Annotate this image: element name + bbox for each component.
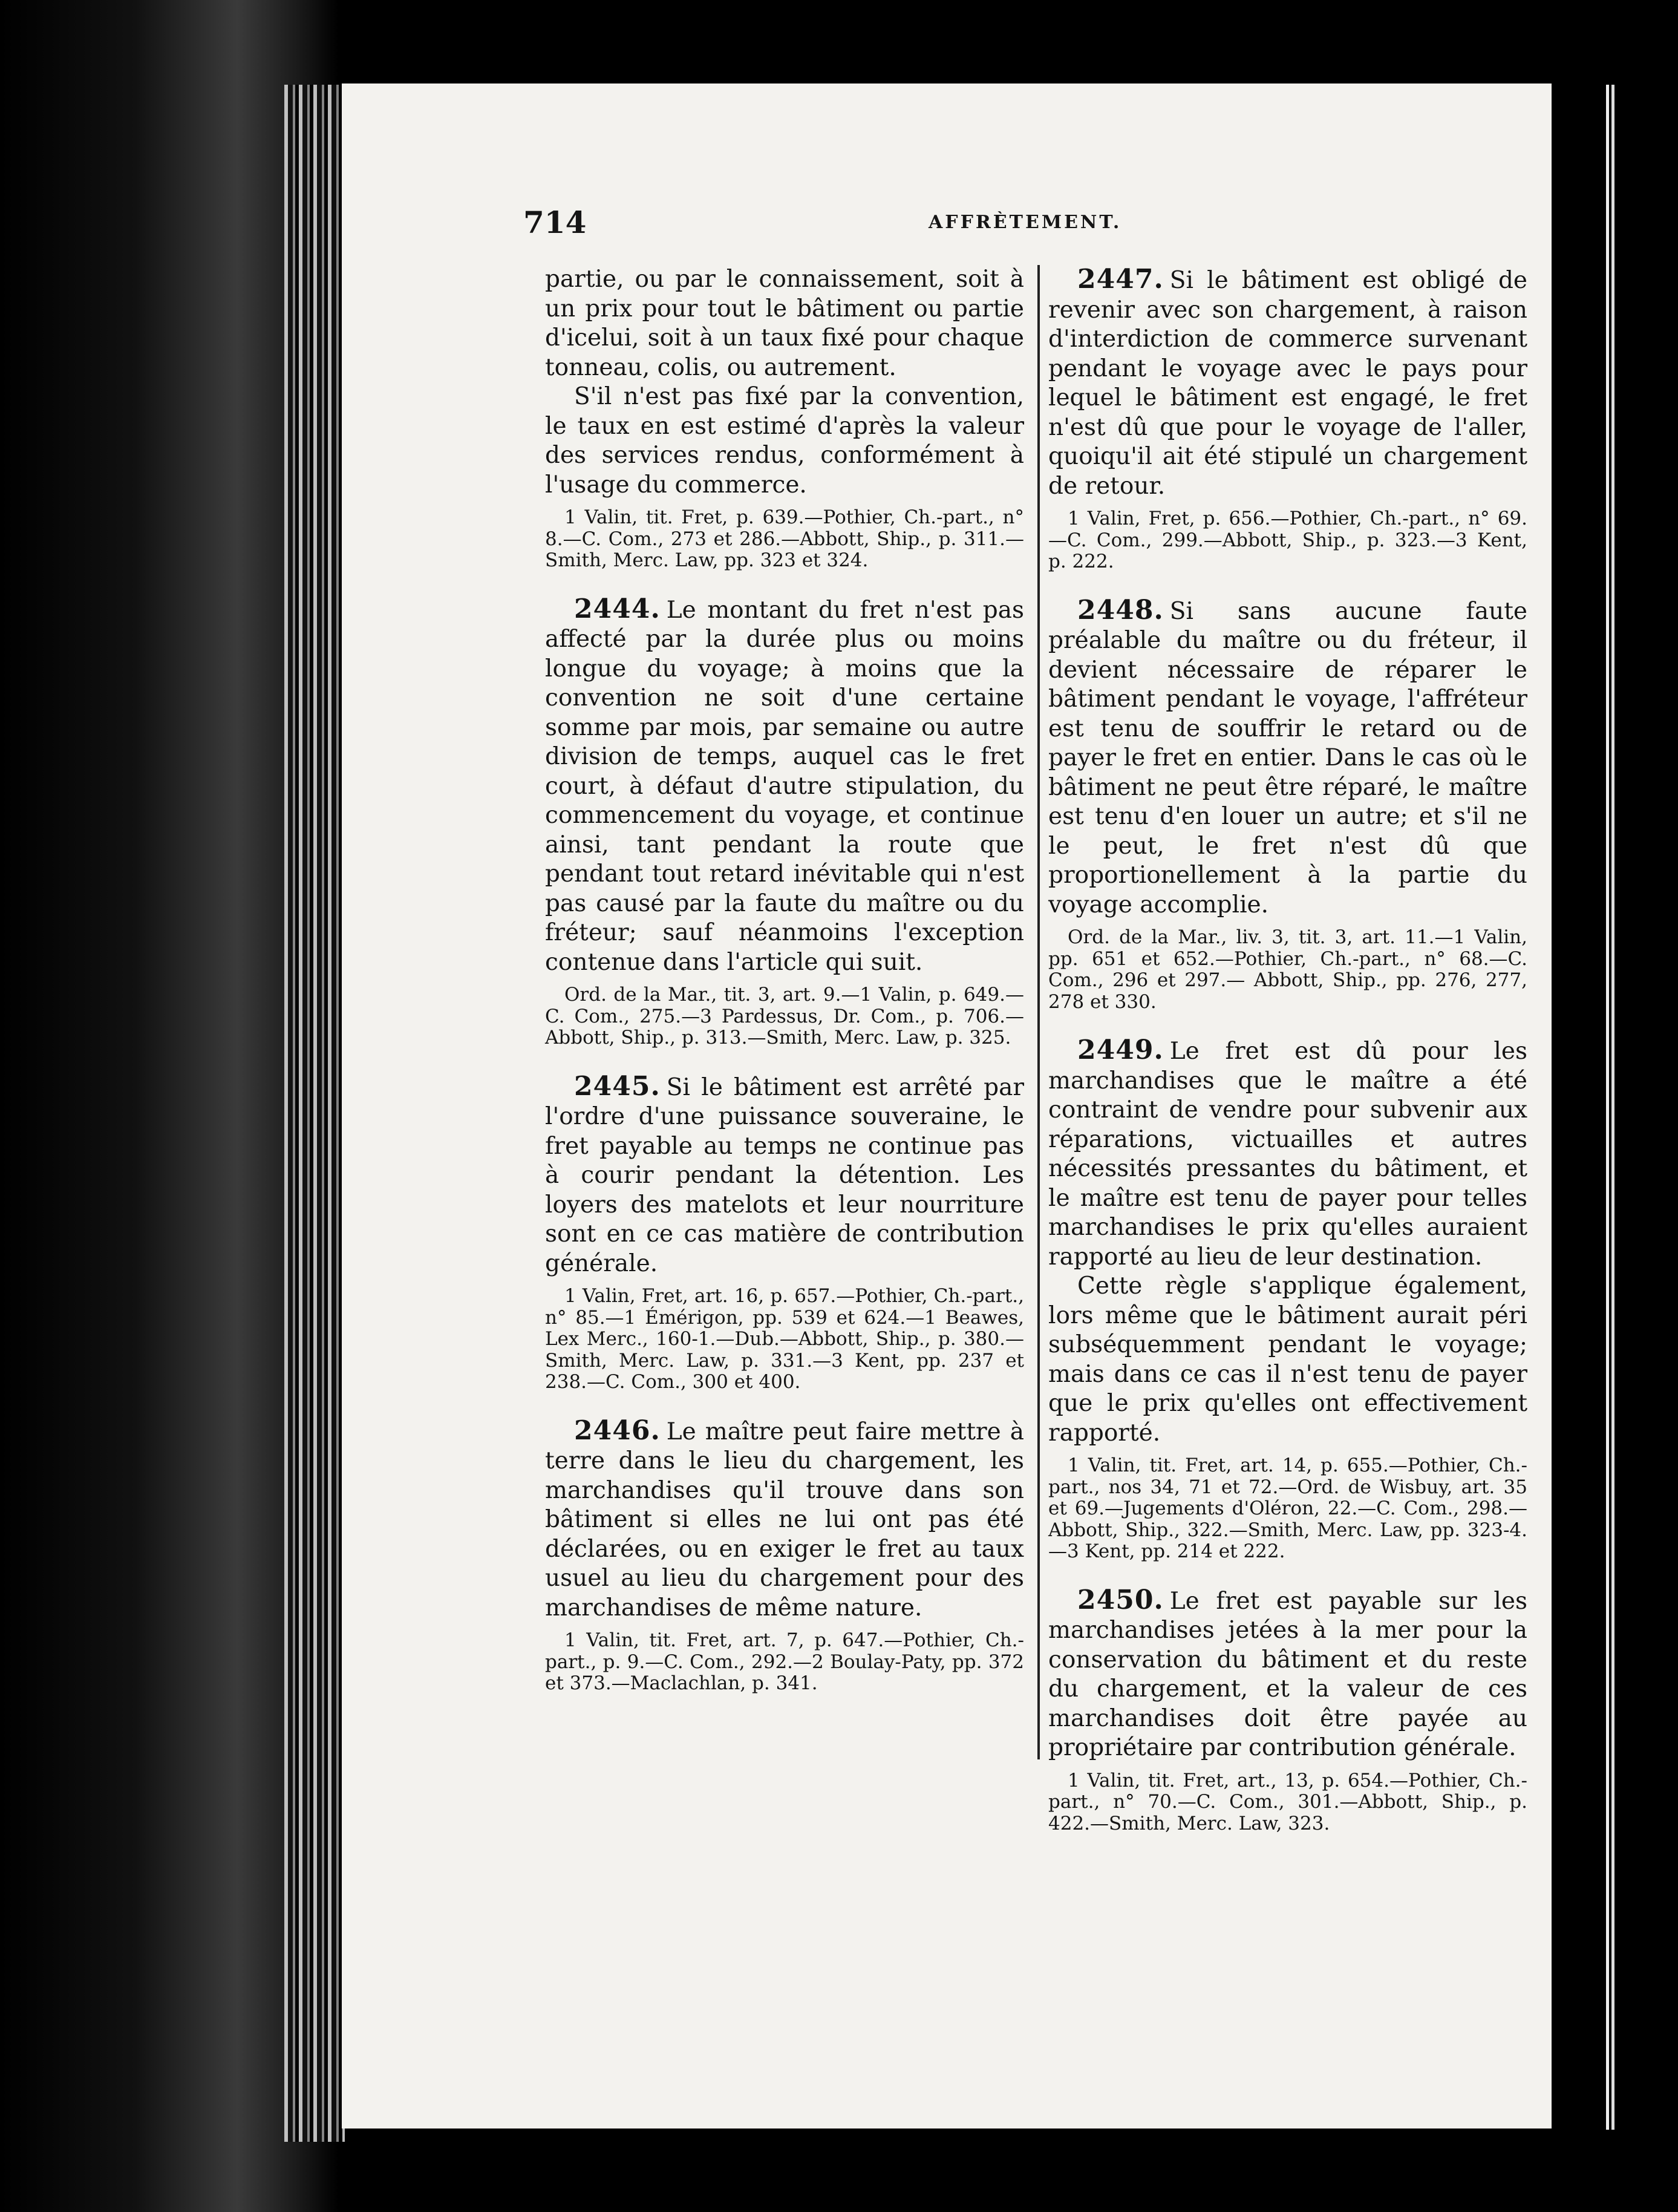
right-column <box>1048 265 1527 1857</box>
article-2449 <box>1048 1036 1527 1563</box>
book-page <box>342 83 1552 2129</box>
article-number: 2450. <box>1077 1584 1164 1615</box>
reference-note: Ord. de la Mar., tit. 3, art. 9.—1 Valin, p. 649.—C. Com., 275.—3 Pardessus, Dr. Com., p. 706.—Abbott, Ship., p. 313.—Smith, Merc. Law, p. 325. <box>545 984 1024 1049</box>
article-2445 <box>545 1072 1024 1393</box>
article-2447 <box>1048 265 1527 573</box>
article-number: 2446. <box>574 1415 661 1446</box>
article-text: Cette règle s'applique également, lors même que le bâtiment aurait péri subséquemment pendant le voyage; mais dans ce cas il n'est tenu de payer que le prix qu'elles ont effectivement rapporté. <box>1048 1272 1527 1447</box>
article-number: 2449. <box>1077 1035 1164 1065</box>
article-text <box>1048 265 1527 501</box>
page-number: 714 <box>523 205 587 240</box>
film-edge-marks <box>1606 85 1619 2130</box>
article-2448 <box>1048 596 1527 1013</box>
article-body: Si le bâtiment est arrêté par l'ordre d'une puissance souveraine, le fret payable au temps ne continue pas à courir pendant la détention. Les loyers des matelots et leur nourriture sont en ce cas matière de contribution générale. <box>545 1073 1024 1277</box>
article-body: Le montant du fret n'est pas affecté par la durée plus ou moins longue du voyage; à moins que la convention ne soit d'une certaine somme par mois, par semaine ou autre division de temps, auquel cas le fret court, à défaut d'autre stipulation, du commencement du voyage, et continue ainsi, tant pendant la route que pendant tout retard inévitable qui n'est pas causé par la faute du maître ou du fréteur; sauf néanmoins l'exception contenue dans l'article qui suit. <box>545 596 1024 976</box>
article-text <box>1048 596 1527 920</box>
intro-block <box>545 265 1024 572</box>
article-text <box>545 595 1024 978</box>
article-number: 2445. <box>574 1070 661 1102</box>
article-body: Si le bâtiment est obligé de revenir avec son chargement, à raison d'interdiction de commerce survenant pendant le voyage avec le pays pour lequel le bâtiment est engagé, le fret n'est dû que pour le voyage de l'aller, quoiqu'il ait été stipulé un chargement de retour. <box>1048 267 1527 500</box>
article-body: Le maître peut faire mettre à terre dans le lieu du chargement, les marchandises qu'il trouve dans son bâtiment si elles ne lui ont pas été déclarées, ou en exiger le fret au taux usuel au lieu du chargement pour des marchandises de même nature. <box>545 1418 1024 1621</box>
article-2446 <box>545 1416 1024 1695</box>
left-column <box>545 265 1024 1718</box>
reference-note: 1 Valin, tit. Fret, p. 639.—Pothier, Ch.-part., n° 8.—C. Com., 273 et 286.—Abbott, Ship., p. 311.—Smith, Merc. Law, pp. 323 et 324. <box>545 506 1024 571</box>
book-page-edges <box>284 85 345 2142</box>
article-text <box>1048 1586 1527 1763</box>
article-text <box>545 1072 1024 1279</box>
article-text <box>545 1416 1024 1623</box>
reference-note: Ord. de la Mar., liv. 3, tit. 3, art. 11.—1 Valin, pp. 651 et 652.—Pothier, Ch.-part., n° 68.—C. Com., 296 et 297.— Abbott, Ship., pp. 276, 277, 278 et 330. <box>1048 926 1527 1013</box>
article-2450 <box>1048 1586 1527 1835</box>
column-divider <box>1037 265 1040 1759</box>
article-body: Si sans aucune faute préalable du maître ou du fréteur, il devient nécessaire de réparer le bâtiment pendant le voyage, l'affréteur est tenu de souffrir le retard ou de payer le fret en entier. Dans le cas où le bâtiment ne peut être réparé, le maître est tenu d'en louer un autre; et s'il ne le peut, le fret n'est dû que proportionellement à la partie du voyage accomplie. <box>1048 597 1527 918</box>
paragraph: S'il n'est pas fixé par la convention, le taux en est estimé d'après la valeur des services rendus, conformément à l'usage du commerce. <box>545 383 1024 499</box>
article-text <box>1048 1036 1527 1272</box>
running-head <box>342 205 1552 241</box>
reference-note: 1 Valin, Fret, p. 656.—Pothier, Ch.-part., n° 69.—C. Com., 299.—Abbott, Ship., p. 323.—3 Kent, p. 222. <box>1048 508 1527 572</box>
reference-note: 1 Valin, tit. Fret, art. 7, p. 647.—Pothier, Ch.-part., p. 9.—C. Com., 292.—2 Boulay-Paty, pp. 372 et 373.—Maclachlan, p. 341. <box>545 1629 1024 1694</box>
reference-note: 1 Valin, Fret, art. 16, p. 657.—Pothier, Ch.-part., n° 85.—1 Émérigon, pp. 539 et 624.—1 Beawes, Lex Merc., 160-1.—Dub.—Abbott, Ship., p. 380.—Smith, Merc. Law, p. 331.—3 Kent, pp. 237 et 238.—C. Com., 300 et 400. <box>545 1285 1024 1393</box>
article-body: Le fret est dû pour les marchandises que le maître a été contraint de vendre pour subvenir aux réparations, victuailles et autres nécessités pressantes du bâtiment, et le maître est tenu de payer pour telles marchandises le prix qu'elles auraient rapporté au lieu de leur destination. <box>1048 1038 1527 1271</box>
article-number: 2447. <box>1077 264 1164 295</box>
article-number: 2448. <box>1077 594 1164 626</box>
reference-note: 1 Valin, tit. Fret, art. 14, p. 655.—Pothier, Ch.-part., nos 34, 71 et 72.—Ord. de Wisbuy, art. 35 et 69.—Jugements d'Oléron, 22.—C. Com., 298.—Abbott, Ship., 322.—Smith, Merc. Law, pp. 323-4.—3 Kent, pp. 214 et 222. <box>1048 1454 1527 1562</box>
article-2444 <box>545 595 1024 1049</box>
article-number: 2444. <box>574 593 661 624</box>
article-body: Le fret est payable sur les marchandises jetées à la mer pour la conservation du bâtiment et du reste du chargement, et la valeur de ces marchandises doit être payée au propriétaire par contribution générale. <box>1048 1587 1527 1761</box>
reference-note: 1 Valin, tit. Fret, art., 13, p. 654.—Pothier, Ch.-part., n° 70.—C. Com., 301.—Abbott, Ship., p. 422.—Smith, Merc. Law, 323. <box>1048 1769 1527 1834</box>
page-heading: AFFRÈTEMENT. <box>929 212 1122 233</box>
paragraph: partie, ou par le connaissement, soit à un prix pour tout le bâtiment ou partie d'icelui, soit à un taux fixé pour chaque tonneau, colis, ou autrement. <box>545 266 1024 381</box>
